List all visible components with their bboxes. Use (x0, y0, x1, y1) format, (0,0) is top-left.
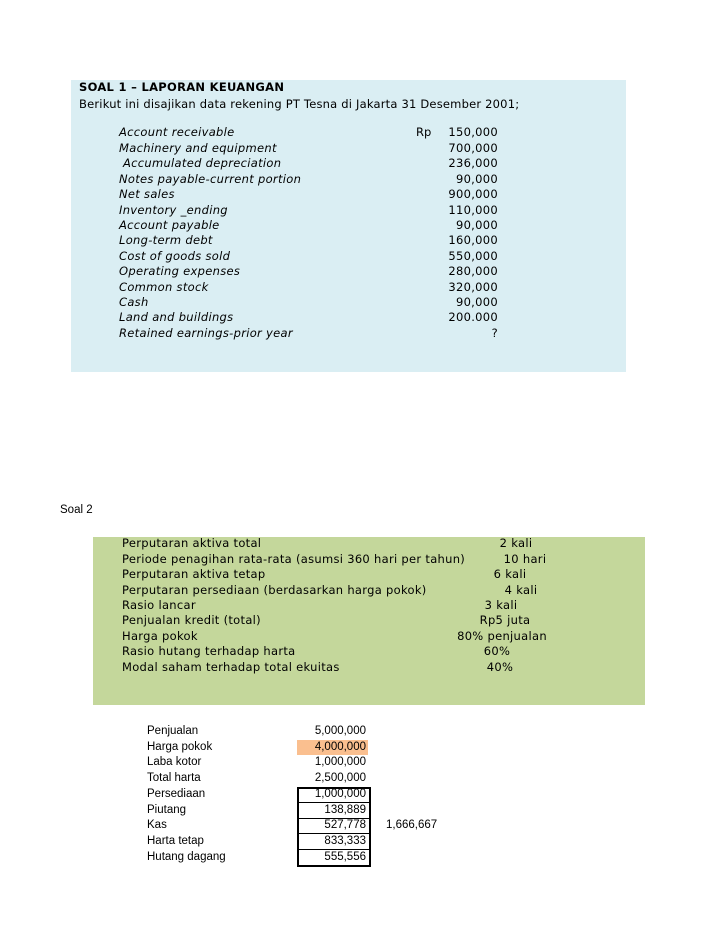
soal2-item-label: Penjualan kredit (total) (122, 613, 261, 627)
soal1-item-value: 90,000 (455, 218, 498, 232)
calc-extra-value: 1,666,667 (386, 819, 438, 831)
calc-value: 1,000,000 (314, 788, 366, 800)
calc-value: 1,000,000 (314, 756, 366, 768)
calc-label: Hutang dagang (147, 851, 226, 863)
soal1-item-value: 700,000 (448, 141, 498, 155)
soal1-item-value: 550,000 (448, 249, 498, 263)
calc-value: 5,000,000 (314, 725, 366, 737)
soal1-item-value: 160,000 (448, 233, 498, 247)
soal2-item-value: Rp5 juta (479, 613, 531, 627)
soal2-item-value: 4 kali (504, 583, 538, 597)
soal2-item-label: Modal saham terhadap total ekuitas (122, 660, 340, 674)
soal1-item-value: 90,000 (455, 295, 498, 309)
soal1-item-label: Cash (119, 295, 149, 309)
soal2-heading: Soal 2 (60, 504, 93, 516)
calc-label: Harta tetap (147, 835, 204, 847)
soal1-item-value: 280,000 (448, 264, 498, 278)
calc-label: Piutang (147, 804, 187, 816)
calc-label: Total harta (147, 772, 201, 784)
soal1-item-value: 900,000 (448, 187, 498, 201)
calc-value: 555,556 (324, 851, 366, 863)
soal2-item-label: Perputaran aktiva total (122, 536, 262, 550)
soal1-currency: Rp (416, 125, 432, 139)
soal1-item-label: Net sales (119, 187, 175, 201)
soal1-item-label: Cost of goods sold (119, 249, 231, 263)
soal1-item-label: Account payable (119, 218, 220, 232)
soal2-item-label: Harga pokok (122, 629, 198, 643)
soal1-intro: Berikut ini disajikan data rekening PT Tesna di Jakarta 31 Desember 2001; (79, 97, 520, 111)
soal2-item-value: 60% (483, 644, 511, 658)
soal1-item-label: Operating expenses (119, 264, 241, 278)
soal2-item-value: 40% (486, 660, 514, 674)
soal2-item-label: Rasio hutang terhadap harta (122, 644, 296, 658)
soal1-item-value: 236,000 (448, 156, 498, 170)
calc-value: 2,500,000 (314, 772, 366, 784)
calc-label: Laba kotor (147, 756, 202, 768)
soal1-title: SOAL 1 – LAPORAN KEUANGAN (79, 80, 285, 94)
soal2-item-label: Perputaran aktiva tetap (122, 567, 266, 581)
soal2-item-value: 2 kali (499, 536, 533, 550)
calc-label: Harga pokok (147, 741, 213, 753)
soal1-item-value: 200.000 (448, 310, 498, 324)
calc-label: Persediaan (147, 788, 206, 800)
soal1-item-label: Machinery and equipment (119, 141, 277, 155)
soal2-item-label: Perputaran persediaan (berdasarkan harga pokok) (122, 583, 427, 597)
calc-value: 138,889 (324, 804, 366, 816)
calc-value: 527,778 (324, 819, 366, 831)
soal1-item-label: Notes payable-current portion (119, 172, 302, 186)
soal2-item-value: 3 kali (484, 598, 518, 612)
soal1-item-label: Retained earnings-prior year (119, 326, 293, 340)
soal2-item-label: Rasio lancar (122, 598, 196, 612)
soal2-item-value: 10 hari (503, 552, 547, 566)
soal1-item-value: 320,000 (448, 280, 498, 294)
soal2-item-value: 6 kali (493, 567, 527, 581)
calc-label: Penjualan (147, 725, 199, 737)
soal1-item-value: ? (491, 326, 498, 340)
calc-label: Kas (147, 819, 167, 831)
soal1-item-value: 150,000 (448, 125, 498, 139)
soal2-item-label: Periode penagihan rata-rata (asumsi 360 hari per tahun) (122, 552, 466, 566)
soal1-item-label: Account receivable (119, 125, 235, 139)
soal1-item-label: Accumulated depreciation (119, 156, 282, 170)
soal1-item-value: 110,000 (448, 203, 498, 217)
soal1-item-label: Land and buildings (119, 310, 234, 324)
soal1-item-value: 90,000 (455, 172, 498, 186)
calc-value: 833,333 (324, 835, 366, 847)
soal1-item-label: Inventory _ending (119, 203, 228, 217)
soal1-item-label: Common stock (119, 280, 209, 294)
soal2-item-value: 80% penjualan (457, 629, 547, 643)
calc-value-highlighted: 4,000,000 (297, 740, 368, 755)
soal1-item-label: Long-term debt (119, 233, 213, 247)
